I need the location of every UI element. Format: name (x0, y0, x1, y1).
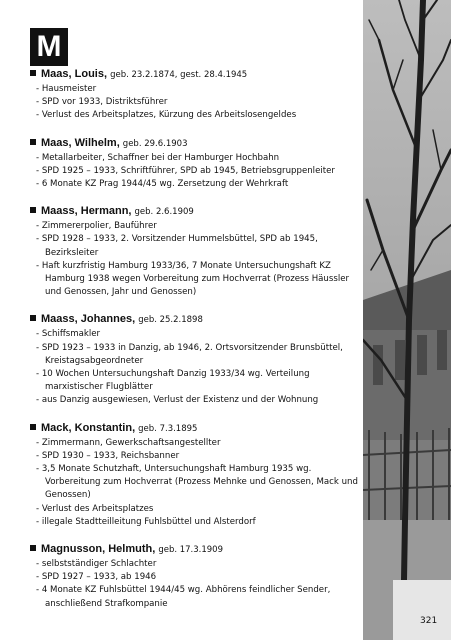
entry (30, 67, 360, 123)
entry-detail-item: - Verlust des Arbeitsplatzes, Kürzung des Arbeitslosengeldes (36, 109, 360, 122)
entry-detail-item: - 10 Wochen Untersuchungshaft Danzig 1933/34 wg. Verteilung marxistischer Flugblätter (36, 368, 360, 394)
entry (30, 136, 360, 192)
page-number: 321 (420, 616, 438, 626)
entry-heading (30, 542, 360, 557)
entry-detail-item: - SPD 1928 – 1933, 2. Vorsitzender Hummelsbüttel, SPD ab 1945, Bezirksleiter (36, 233, 360, 259)
person-dates: geb. 23.2.1874, gest. 28.4.1945 (110, 70, 248, 80)
entry-heading (30, 421, 360, 436)
entry-details (30, 558, 360, 611)
entry-heading (30, 136, 360, 151)
entry-detail-item: - SPD 1927 – 1933, ab 1946 (36, 571, 360, 584)
entries-list (30, 67, 360, 624)
entry-details (30, 152, 360, 192)
entry-detail-item: - SPD vor 1933, Distriktsführer (36, 96, 360, 109)
entry-detail-item: - Schiffsmakler (36, 328, 360, 341)
square-bullet-icon (30, 315, 36, 321)
square-bullet-icon (30, 545, 36, 551)
entry-heading (30, 204, 360, 219)
entry-heading (30, 67, 360, 82)
entry (30, 312, 360, 407)
entry-detail-item: - SPD 1925 – 1933, Schriftführer, SPD ab 1945, Betriebsgruppenleiter (36, 165, 360, 178)
person-name: Maass, Hermann, (41, 205, 132, 218)
person-dates: geb. 7.3.1895 (138, 423, 198, 434)
entry-detail-item: - 3,5 Monate Schutzhaft, Untersuchungshaft Hamburg 1935 wg. Vorbereitung zum Hochverrat (Prozess Mehnke und Genossen, Mack und Genossen) (36, 463, 360, 503)
person-name: Maass, Johannes, (41, 313, 136, 326)
entry-detail-item: - selbstständiger Schlachter (36, 558, 360, 571)
entry-detail-item: - Hausmeister (36, 83, 360, 96)
entry-details (30, 437, 360, 529)
person-name: Magnusson, Helmuth, (41, 543, 156, 556)
entry-heading (30, 312, 360, 327)
entry-detail-item: - illegale Stadtteilleitung Fuhlsbüttel und Alsterdorf (36, 516, 360, 529)
entry-detail-item: - Metallarbeiter, Schaffner bei der Hamburger Hochbahn (36, 152, 360, 165)
entry-detail-item: - Verlust des Arbeitsplatzes (36, 503, 360, 516)
entry-detail-item: - 6 Monate KZ Prag 1944/45 wg. Zersetzung der Wehrkraft (36, 178, 360, 191)
person-dates: geb. 25.2.1898 (138, 315, 203, 326)
entry-details (30, 220, 360, 299)
person-dates: geb. 2.6.1909 (134, 207, 194, 218)
section-letter: M (30, 28, 68, 66)
square-bullet-icon (30, 139, 36, 145)
entry (30, 204, 360, 299)
square-bullet-icon (30, 424, 36, 430)
entry-detail-item: - Zimmererpolier, Bauführer (36, 220, 360, 233)
square-bullet-icon (30, 70, 36, 76)
person-dates: geb. 17.3.1909 (158, 545, 223, 556)
entry-detail-item: - aus Danzig ausgewiesen, Verlust der Existenz und der Wohnung (36, 394, 360, 407)
entry-detail-item: - SPD 1923 – 1933 in Danzig, ab 1946, 2. Ortsvorsitzender Brunsbüttel, Kreistagsabgeordneter (36, 342, 360, 368)
entry-details (30, 83, 360, 123)
entry (30, 421, 360, 529)
side-photo (363, 0, 451, 640)
entry-detail-item: - Zimmermann, Gewerkschaftsangestellter (36, 437, 360, 450)
person-dates: geb. 29.6.1903 (122, 138, 188, 149)
person-name: Maas, Wilhelm, (41, 136, 120, 149)
person-name: Maas, Louis, (41, 68, 108, 80)
entry-details (30, 328, 360, 407)
entry-detail-item: - SPD 1930 – 1933, Reichsbanner (36, 450, 360, 463)
entry-detail-item: - 4 Monate KZ Fuhlsbüttel 1944/45 wg. Abhörens feindlicher Sender, anschließend Strafkompanie (36, 584, 360, 610)
entry-detail-item: - Haft kurzfristig Hamburg 1933/36, 7 Monate Untersuchungshaft KZ Hamburg 1938 wegen Vorbereitung zum Hochverrat (Prozess Häussler und Genossen, Jahr und Genossen) (36, 260, 360, 300)
square-bullet-icon (30, 207, 36, 213)
person-name: Mack, Konstantin, (41, 421, 136, 434)
entry (30, 542, 360, 611)
